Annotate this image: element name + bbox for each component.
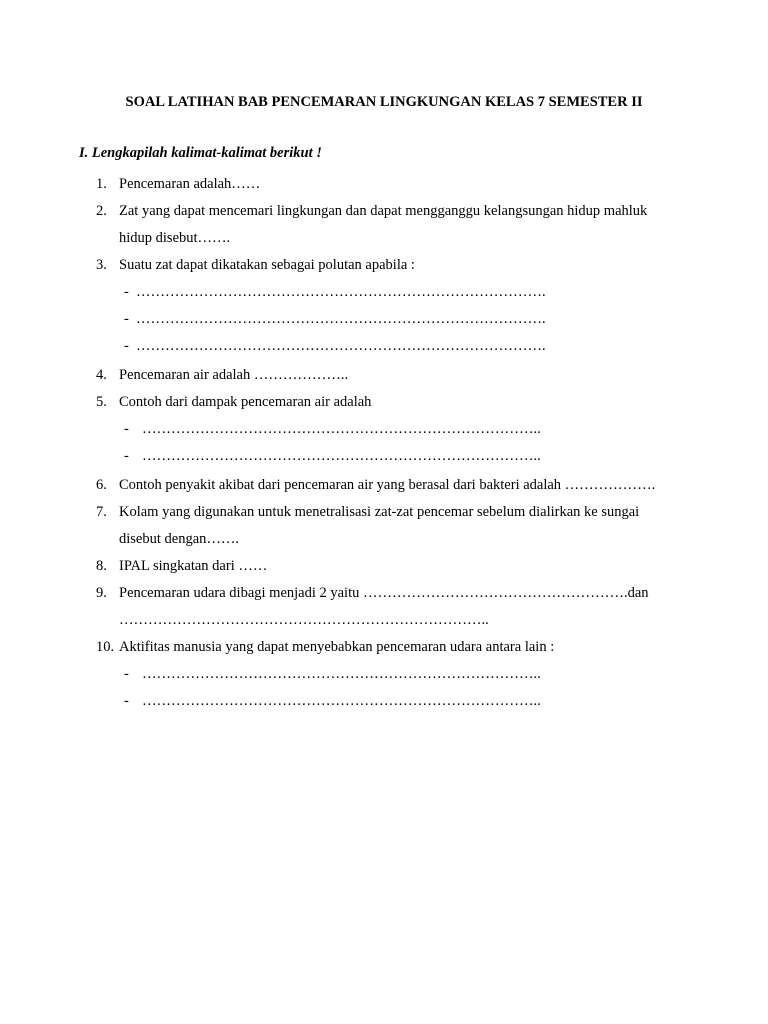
dotted-line: …………………………………………………………………………. (136, 311, 546, 327)
question-text: Contoh dari dampak pencemaran air adalah (119, 394, 372, 410)
bullet-dash: - (124, 311, 129, 327)
list-item (0, 198, 768, 225)
list-item (0, 362, 768, 389)
question-number: 8. (96, 558, 107, 574)
question-number: 4. (96, 367, 107, 383)
section-heading: I. Lengkapilah kalimat-kalimat berikut ! (79, 145, 322, 161)
bullet-dash: - (124, 421, 129, 437)
list-item (0, 553, 768, 580)
question-number: 9. (96, 585, 107, 601)
list-item (0, 389, 768, 416)
question-number: 5. (96, 394, 107, 410)
list-item (0, 472, 768, 499)
dotted-line: …………………………………………………………………………. (136, 338, 546, 354)
answer-blank[interactable] (0, 333, 768, 360)
question-text: Pencemaran udara dibagi menjadi 2 yaitu ……………………………………………….dan (119, 585, 649, 601)
question-number: 10. (96, 639, 115, 655)
answer-blank[interactable] (0, 443, 768, 470)
answer-blank[interactable] (0, 416, 768, 443)
question-number: 2. (96, 203, 107, 219)
dotted-line: ……………………………………………………………………….. (142, 421, 541, 437)
question-text: Contoh penyakit akibat dari pencemaran air yang berasal dari bakteri adalah ………………. (119, 477, 656, 493)
list-item (0, 252, 768, 279)
answer-blank[interactable] (0, 688, 768, 715)
question-text: disebut dengan……. (119, 531, 240, 547)
question-list (0, 171, 768, 715)
dotted-line: ……………………………………………………………………….. (142, 666, 541, 682)
question-number: 7. (96, 504, 107, 520)
question-number: 1. (96, 176, 107, 192)
question-number: 3. (96, 257, 107, 273)
list-item-continuation (0, 607, 768, 634)
answer-blank[interactable] (0, 661, 768, 688)
bullet-dash: - (124, 666, 129, 682)
question-text: ………………………………………………………………….. (119, 612, 489, 628)
answer-blank[interactable] (0, 306, 768, 333)
question-text: Aktifitas manusia yang dapat menyebabkan pencemaran udara antara lain : (119, 639, 555, 655)
question-text: Zat yang dapat mencemari lingkungan dan dapat mengganggu kelangsungan hidup mahluk (119, 203, 648, 219)
list-item (0, 171, 768, 198)
dotted-line: ……………………………………………………………………….. (142, 693, 541, 709)
list-item (0, 580, 768, 607)
question-text: Kolam yang digunakan untuk menetralisasi zat-zat pencemar sebelum dialirkan ke sungai (119, 504, 640, 520)
question-number: 6. (96, 477, 107, 493)
bullet-dash: - (124, 338, 129, 354)
question-text: Suatu zat dapat dikatakan sebagai polutan apabila : (119, 257, 415, 273)
list-item-continuation (0, 526, 768, 553)
list-item (0, 499, 768, 526)
question-text: Pencemaran adalah…… (119, 176, 261, 192)
question-text: IPAL singkatan dari …… (119, 558, 268, 574)
dotted-line: …………………………………………………………………………. (136, 284, 546, 300)
answer-blank[interactable] (0, 279, 768, 306)
page-title: SOAL LATIHAN BAB PENCEMARAN LINGKUNGAN KELAS 7 SEMESTER II (125, 94, 643, 110)
question-text: Pencemaran air adalah ……………….. (119, 367, 349, 383)
bullet-dash: - (124, 693, 129, 709)
bullet-dash: - (124, 284, 129, 300)
list-item-continuation (0, 225, 768, 252)
bullet-dash: - (124, 448, 129, 464)
question-text: hidup disebut……. (119, 230, 231, 246)
dotted-line: ……………………………………………………………………….. (142, 448, 541, 464)
list-item (0, 634, 768, 661)
